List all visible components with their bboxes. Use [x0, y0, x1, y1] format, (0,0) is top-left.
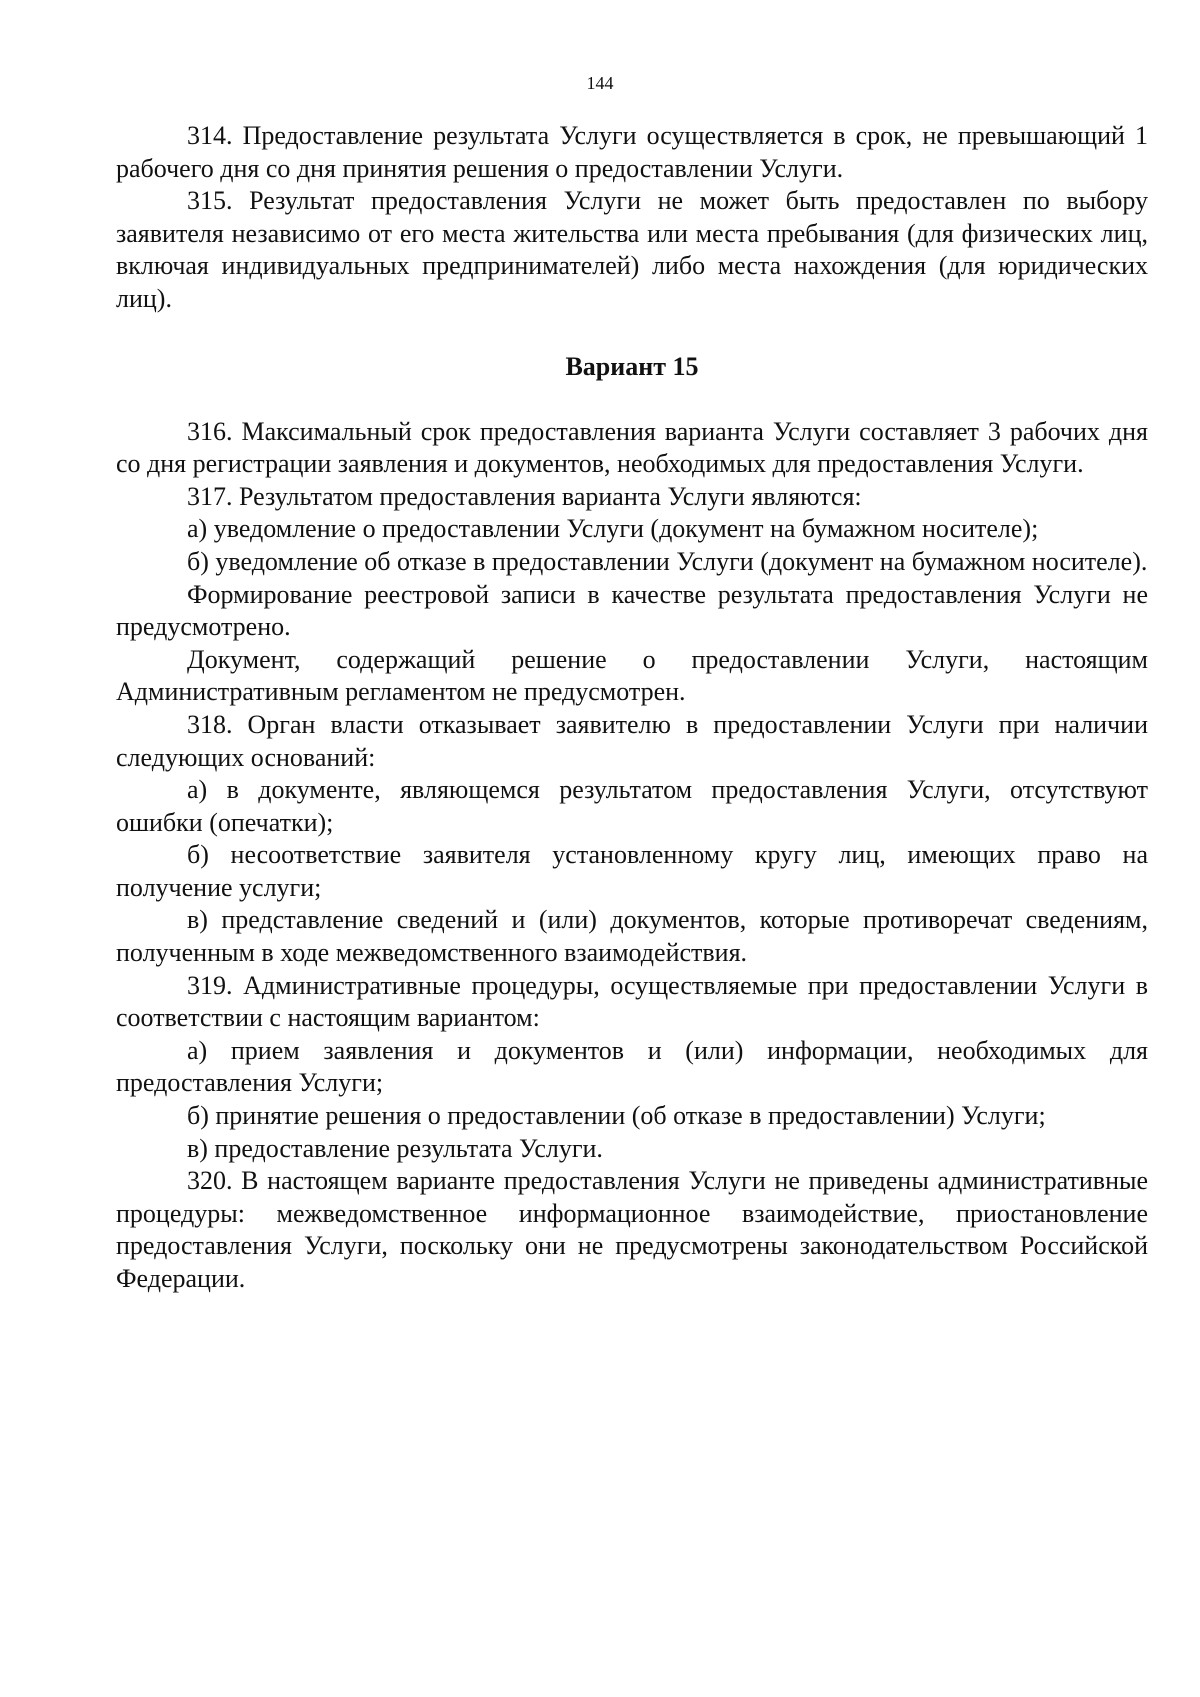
paragraph-315: 315. Результат предоставления Услуги не может быть предоставлен по выбору заявителя независимо от его места жительства или места пребывания (для физических лиц, включая индивидуальных предпринимателей) либо места нахождения (для юридических лиц).	[116, 186, 1148, 313]
paragraph-317: 317. Результатом предоставления варианта Услуги являются:	[187, 481, 862, 511]
section-heading: Вариант 15	[565, 351, 699, 381]
paragraph-319-a: а) прием заявления и документов и (или) информации, необходимых для предоставления Услуги;	[116, 1035, 1148, 1098]
paragraph-decision-document: Документ, содержащий решение о предоставлении Услуги, настоящим Административным регламентом не предусмотрен.	[116, 644, 1148, 707]
paragraph-319: 319. Административные процедуры, осуществляемые при предоставлении Услуги в соответствии с настоящим вариантом:	[116, 970, 1148, 1033]
paragraph-314: 314. Предоставление результата Услуги осуществляется в срок, не превышающий 1 рабочего дня со дня принятия решения о предоставлении Услуги.	[116, 121, 1148, 183]
document-body	[116, 120, 1148, 1296]
paragraph-317-b: б) уведомление об отказе в предоставлении Услуги (документ на бумажном носителе).	[187, 546, 1148, 576]
page-number: 144	[586, 73, 614, 93]
paragraph-318-a: а) в документе, являющемся результатом предоставления Услуги, отсутствуют ошибки (опечатки);	[116, 775, 1148, 837]
paragraph-316: 316. Максимальный срок предоставления варианта Услуги составляет 3 рабочих дня со дня регистрации заявления и документов, необходимых для предоставления Услуги.	[116, 416, 1148, 479]
paragraph-318-v: в) представление сведений и (или) документов, которые противоречат сведениям, полученным в ходе межведомственного взаимодействия.	[116, 905, 1148, 968]
paragraph-317-a: а) уведомление о предоставлении Услуги (документ на бумажном носителе);	[187, 514, 1039, 544]
paragraph-318-b: б) несоответствие заявителя установленному кругу лиц, имеющих право на получение услуги;	[116, 840, 1148, 902]
paragraph-318: 318. Орган власти отказывает заявителю в предоставлении Услуги при наличии следующих оснований:	[116, 709, 1148, 772]
paragraph-registry-record: Формирование реестровой записи в качестве результата предоставления Услуги не предусмотрено.	[116, 579, 1148, 642]
paragraph-319-b: б) принятие решения о предоставлении (об отказе в предоставлении) Услуги;	[187, 1101, 1046, 1131]
paragraph-319-v: в) предоставление результата Услуги.	[187, 1133, 603, 1163]
paragraph-320: 320. В настоящем варианте предоставления Услуги не приведены административные процедуры: межведомственное информационное взаимодействие, приостановление предоставления Услуги, поскольку они не предусмотрены законодательством Российской Федерации.	[116, 1166, 1148, 1293]
